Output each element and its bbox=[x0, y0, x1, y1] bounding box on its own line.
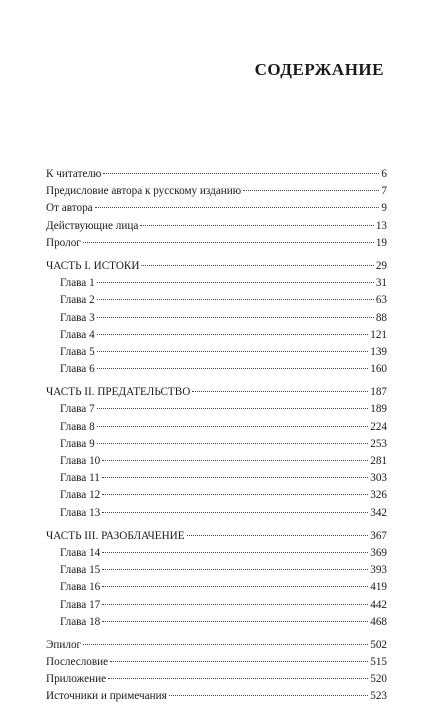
dot-leader bbox=[97, 426, 369, 427]
toc-entry-page-number: 419 bbox=[370, 581, 387, 594]
dot-leader bbox=[192, 391, 368, 392]
toc-entry-title: Глава 5 bbox=[60, 345, 95, 358]
dot-leader bbox=[97, 299, 374, 300]
toc-entry bbox=[46, 310, 387, 327]
toc-entry bbox=[46, 470, 387, 487]
toc-entry-title: Глава 13 bbox=[60, 506, 101, 519]
toc-entry-title: Глава 12 bbox=[60, 489, 101, 502]
toc-entry-page-number: 19 bbox=[375, 236, 387, 249]
dot-leader bbox=[83, 242, 374, 243]
toc-entry-title: От автора bbox=[46, 202, 93, 215]
toc-entry-page-number: 342 bbox=[370, 506, 387, 519]
toc-entry-title: Глава 3 bbox=[60, 311, 95, 324]
dot-leader bbox=[97, 351, 369, 352]
dot-leader bbox=[97, 334, 369, 335]
dot-leader bbox=[83, 644, 368, 645]
toc-entry-page-number: 139 bbox=[370, 345, 387, 358]
dot-leader bbox=[110, 661, 368, 662]
toc-entry-page-number: 7 bbox=[381, 185, 387, 198]
toc-entry bbox=[46, 327, 387, 344]
toc-entry bbox=[46, 614, 387, 631]
toc-entry-title: Глава 10 bbox=[60, 455, 101, 467]
dot-leader bbox=[97, 317, 374, 318]
toc-entry-title: Глава 18 bbox=[60, 615, 101, 628]
toc-entry bbox=[46, 218, 387, 235]
dot-leader bbox=[97, 408, 369, 409]
dot-leader bbox=[102, 621, 368, 622]
toc-entry-title: Глава 17 bbox=[60, 598, 101, 611]
toc-entry-page-number: 303 bbox=[370, 472, 387, 485]
toc-entry-page-number: 31 bbox=[375, 277, 387, 290]
toc-entry-page-number: 468 bbox=[370, 615, 387, 628]
table-of-contents bbox=[46, 166, 387, 712]
toc-entry-page-number: 160 bbox=[370, 363, 387, 376]
toc-section bbox=[46, 637, 387, 706]
toc-entry-page-number: 9 bbox=[381, 202, 387, 215]
toc-entry-title: Источники и примечания bbox=[46, 690, 167, 703]
toc-entry bbox=[46, 688, 387, 705]
toc-entry-page-number: 502 bbox=[370, 638, 387, 651]
toc-entry-page-number: 6 bbox=[381, 168, 387, 180]
toc-entry bbox=[46, 292, 387, 309]
toc-entry-page-number: 326 bbox=[370, 489, 387, 502]
toc-entry-page-number: 515 bbox=[370, 656, 387, 669]
toc-section bbox=[46, 528, 387, 631]
toc-entry bbox=[46, 453, 387, 470]
toc-entry bbox=[46, 183, 387, 200]
toc-entry-title: Глава 2 bbox=[60, 294, 95, 307]
toc-entry-page-number: 369 bbox=[370, 546, 387, 559]
toc-entry-title: ЧАСТЬ I. ИСТОКИ bbox=[46, 259, 140, 272]
toc-entry bbox=[46, 487, 387, 504]
toc-entry-title: Глава 7 bbox=[60, 403, 95, 416]
dot-leader bbox=[102, 586, 368, 587]
toc-entry-page-number: 393 bbox=[370, 564, 387, 577]
dot-leader bbox=[102, 552, 368, 553]
toc-entry bbox=[46, 597, 387, 614]
toc-entry-page-number: 13 bbox=[375, 219, 387, 232]
dot-leader bbox=[141, 265, 373, 266]
toc-entry-title: Эпилог bbox=[46, 638, 82, 651]
toc-entry-title: Глава 1 bbox=[60, 277, 95, 290]
toc-entry bbox=[46, 545, 387, 562]
toc-entry bbox=[46, 528, 387, 545]
toc-entry-title: Приложение bbox=[46, 673, 107, 686]
dot-leader bbox=[103, 173, 379, 174]
toc-entry bbox=[46, 344, 387, 361]
dot-leader bbox=[97, 282, 374, 283]
dot-leader bbox=[97, 443, 369, 444]
dot-leader bbox=[187, 535, 369, 536]
toc-entry bbox=[46, 166, 387, 183]
toc-entry-page-number: 281 bbox=[370, 455, 387, 467]
toc-entry-title: Глава 8 bbox=[60, 420, 95, 433]
toc-entry-page-number: 187 bbox=[370, 386, 387, 399]
toc-entry-title: Пролог bbox=[46, 236, 81, 249]
toc-entry-page-number: 520 bbox=[370, 673, 387, 686]
toc-entry-title: ЧАСТЬ III. РАЗОБЛАЧЕНИЕ bbox=[46, 529, 185, 542]
toc-entry bbox=[46, 562, 387, 579]
toc-entry-page-number: 523 bbox=[370, 690, 387, 703]
toc-entry-page-number: 29 bbox=[375, 259, 387, 272]
toc-entry bbox=[46, 235, 387, 252]
toc-entry bbox=[46, 654, 387, 671]
toc-entry-title: К читателю bbox=[46, 168, 102, 180]
toc-entry-title: Глава 4 bbox=[60, 328, 95, 341]
toc-entry-page-number: 189 bbox=[370, 403, 387, 416]
toc-entry bbox=[46, 637, 387, 654]
toc-entry bbox=[46, 200, 387, 217]
toc-entry-title: Глава 6 bbox=[60, 363, 95, 376]
dot-leader bbox=[102, 512, 368, 513]
toc-entry bbox=[46, 401, 387, 418]
dot-leader bbox=[102, 604, 368, 605]
toc-entry-title: Глава 15 bbox=[60, 564, 101, 577]
dot-leader bbox=[102, 494, 368, 495]
toc-entry bbox=[46, 436, 387, 453]
toc-entry bbox=[46, 419, 387, 436]
toc-entry bbox=[46, 671, 387, 688]
toc-entry-page-number: 224 bbox=[370, 420, 387, 433]
toc-entry bbox=[46, 384, 387, 401]
toc-section bbox=[46, 384, 387, 522]
toc-entry bbox=[46, 361, 387, 378]
toc-entry-page-number: 121 bbox=[370, 328, 387, 341]
toc-entry-title: Глава 14 bbox=[60, 546, 101, 559]
dot-leader bbox=[102, 569, 368, 570]
toc-entry-page-number: 63 bbox=[375, 294, 387, 307]
dot-leader bbox=[95, 207, 380, 208]
toc-entry bbox=[46, 258, 387, 275]
toc-section bbox=[46, 166, 387, 252]
toc-entry-title: Предисловие автора к русскому изданию bbox=[46, 185, 242, 198]
toc-entry-title: Действующие лица bbox=[46, 219, 139, 232]
dot-leader bbox=[243, 190, 379, 191]
toc-section bbox=[46, 258, 387, 378]
toc-entry-title: Глава 16 bbox=[60, 581, 101, 594]
toc-entry-page-number: 88 bbox=[375, 311, 387, 324]
dot-leader bbox=[102, 477, 368, 478]
toc-entry-page-number: 367 bbox=[370, 529, 387, 542]
dot-leader bbox=[102, 460, 368, 461]
toc-entry bbox=[46, 579, 387, 596]
toc-entry bbox=[46, 275, 387, 292]
toc-entry-page-number: 253 bbox=[370, 437, 387, 450]
toc-entry-title: Глава 9 bbox=[60, 437, 95, 450]
toc-entry-page-number: 442 bbox=[370, 598, 387, 611]
toc-entry-title: Послесловие bbox=[46, 656, 109, 669]
dot-leader bbox=[140, 225, 373, 226]
dot-leader bbox=[97, 368, 369, 369]
toc-entry-title: Глава 11 bbox=[60, 472, 100, 485]
toc-entry-title: ЧАСТЬ II. ПРЕДАТЕЛЬСТВО bbox=[46, 386, 191, 399]
toc-entry bbox=[46, 505, 387, 522]
page-title: СОДЕРЖАНИЕ bbox=[254, 60, 384, 79]
dot-leader bbox=[169, 695, 368, 696]
